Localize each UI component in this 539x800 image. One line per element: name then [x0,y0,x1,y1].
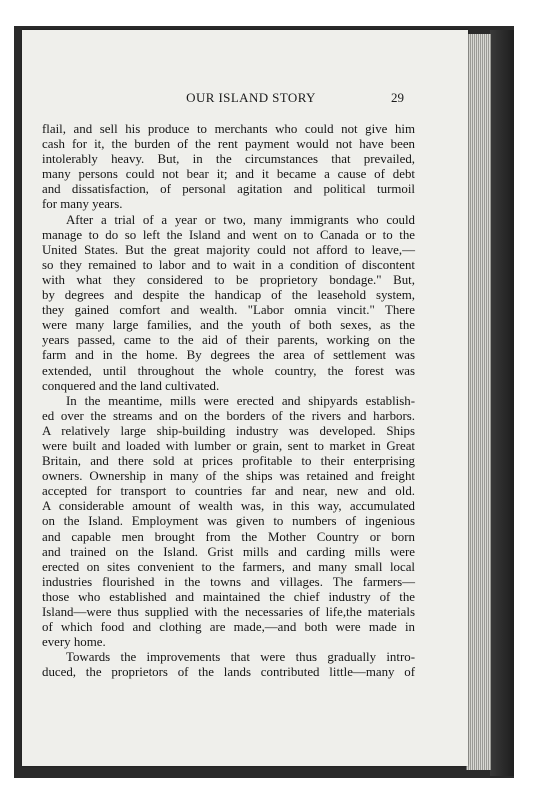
text-line: Island—were thus supplied with the necessaries of life,the materials [42,605,415,619]
text-line: Towards the improvements that were thus gradually intro- [66,650,415,665]
text-line: A considerable amount of wealth was, in this way, accumulated [42,499,415,514]
book-cover-edge [490,30,514,776]
text-line: A relatively large ship-building industry was developed. Ships [42,423,415,438]
text-line: and trained on the Island. Grist mills and carding mills were [42,544,415,559]
text-line: years passed, came to the aid of their parents, working on the [42,333,415,348]
text-line: conquered and the land cultivated. [42,378,220,393]
text-line: In the meantime, mills were erected and shipyards establish- [66,393,415,408]
book-page [22,30,468,766]
text-line: intolerably heavy. But, in the circumstances that prevailed, [42,152,415,167]
text-line: duced, the proprietors of the lands contributed little—many of [42,665,415,680]
text-line: flail, and sell his produce to merchants who could not give him [42,122,415,136]
text-line: ed over the streams and on the borders of the rivers and harbors. [42,408,415,423]
running-head: OUR ISLAND STORY [186,90,316,105]
page-header [22,90,468,106]
page-edges [466,34,491,770]
text-line: of which food and clothing are made,—and both were made in [42,620,415,635]
text-line: and capable men brought from the Mother Country or born [42,529,415,544]
text-line: and dissatisfaction, of personal agitation and political turmoil [42,182,415,197]
text-line: for many years. [42,197,123,212]
text-line: so they remained to labor and to wait in a condition of discontent [42,257,415,272]
text-line: industries flourished in the towns and villages. The farmers— [42,574,415,589]
text-line: cash for it, the burden of the rent payment would not have been [42,137,415,152]
text-line: every home. [42,635,106,650]
text-line: Britain, and there sold at prices profitable to their enterprising [42,454,415,469]
text-line: owners. Ownership in many of the ships was retained and freight [42,469,415,484]
text-line: United States. But the great majority could not afford to leave,— [42,242,415,257]
text-line: After a trial of a year or two, many immigrants who could [66,212,415,227]
text-line: erected on sites convenient to the farmers, and many small local [42,559,415,574]
text-line: were many large families, and the youth of both sexes, as the [42,318,415,333]
text-line: many persons could not bear it; and it became a cause of debt [42,167,415,182]
text-line: with what they considered to be proprietory bondage." But, [42,272,415,287]
text-line: manage to do so left the Island and went on to Canada or to the [42,227,415,242]
text-line: those who established and maintained the chief industry of the [42,589,415,604]
text-line: accepted for transport to countries far and near, new and old. [42,484,415,499]
text-line: farm and in the home. By degrees the area of settlement was [42,348,415,363]
text-line: by degrees and despite the handicap of the leasehold system, [42,288,415,303]
text-line: extended, until throughout the whole country, the forest was [42,363,415,378]
page-number: 29 [391,90,404,105]
text-line: they gained comfort and wealth. "Labor omnia vincit." There [42,303,415,318]
text-line: were built and loaded with lumber or grain, sent to market in Great [42,438,415,453]
text-line: on the Island. Employment was given to numbers of ingenious [42,514,415,529]
body-text [42,122,415,680]
